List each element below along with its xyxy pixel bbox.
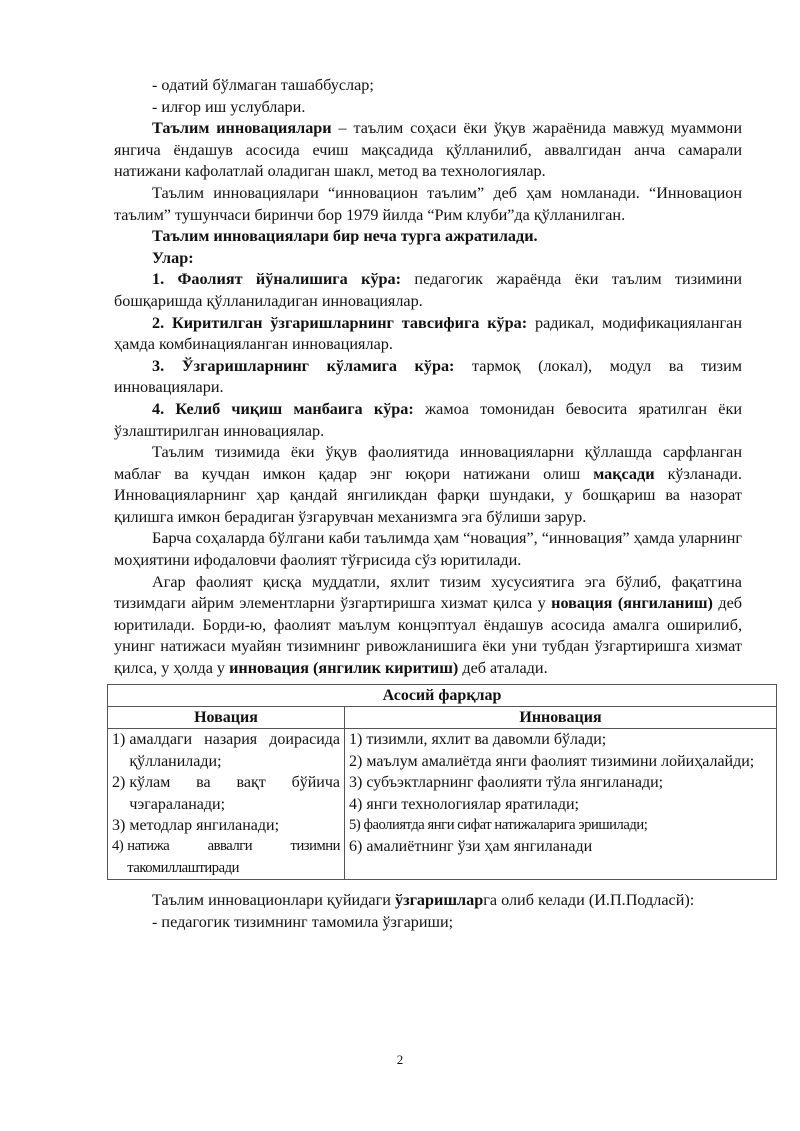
list-item: 5) фаолиятда янги сифат натижаларига эришилади; (349, 817, 648, 834)
list-item: 4) янги технологиялар яратилади; (349, 795, 579, 813)
list-item: 1) амалдаги назария доирасида қўлланилади; (112, 731, 340, 770)
named-paragraph: Таълим инновациялари “инновацион таълим” деб ҳам номланади. “Инновацион таълим” тушунчаси биринчи бор 1979 йилда “Рим клуби”да қўлланилган. (114, 183, 742, 224)
definition-term: Таълим инновациялари (152, 119, 332, 138)
page-content (112, 75, 755, 933)
changes-paragraph: Таълим инновационлари қуйидаги ўзгаришларга олиб келади (И.П.Подласй): (152, 891, 695, 910)
innovation-cell (345, 729, 777, 880)
types-subheading: Улар: (152, 248, 194, 267)
table-header-innovation: Инновация (345, 707, 777, 729)
list-item: 3) субъэктларнинг фаолияти тўла янгиланади; (349, 774, 664, 792)
novation-cell (108, 729, 345, 880)
bullet-line: - илғор иш услублари. (152, 97, 306, 116)
list-item: 3) методлар янгиланади; (112, 817, 280, 835)
talk-paragraph: Барча соҳаларда бўлгани каби таълимда ҳам “новация”, “инновация” ҳамда уларнинг моҳиятини ифодаловчи фаолият тўғрисида сўз юритилади. (114, 529, 742, 570)
type-item: 3. Ўзгаришларнинг кўламига кўра: тармоқ (локал), модул ва тизим инновациялари. (114, 356, 742, 397)
novation-paragraph: Агар фаолият қисқа муддатли, яхлит тизим хусусиятига эга бўлиб, фақатгина тизимдаги айрим элементларни ўзгартиришга хизмат қилса у новация (янгиланиш) деб юритилади. Борди-ю, фаолият маълум концэптуал ёндашув асосида амалга оширилиб, унинг натижаси муайян тизимнинг ривожланишига ёки уни тубдан ўзгартиришга хизмат қилса, у ҳолда у инновация (янгилик киритиш) деб аталади. (114, 572, 742, 678)
list-item: 4) натижа аввалги тизимни такомиллаштиради (112, 838, 340, 876)
bullet-line: - одатий бўлмаган ташаббуслар; (152, 76, 374, 94)
page-number: 2 (396, 1052, 404, 1067)
list-item: 1) тизимли, яхлит ва давомли бўлади; (349, 731, 607, 749)
list-item: 2) маълум амалиётда янги фаолият тизимини лойиҳалайди; (349, 752, 755, 770)
purpose-paragraph: Таълим тизимида ёки ўқув фаолиятида инновацияларни қўллашда сарфланган маблағ ва кучдан имкон қадар энг юқори натижани олиш мақсади кўзланади. Инновацияларнинг ҳар қандай янгиликдан фарқи шундаки, у бошқариш ва назорат қилишга имкон берадиган ўзгарувчан механизмга эга бўлиши зарур. (114, 443, 742, 526)
definition-paragraph (114, 118, 742, 183)
type-item: 4. Келиб чиқиш манбаига кўра: жамоа томонидан бевосита яратилган ёки ўзлаштирилган инновациялар. (114, 399, 742, 440)
table-header-novation: Новация (108, 707, 345, 729)
table-title: Асосий фарқлар (108, 684, 777, 706)
list-item: 6) амалиётнинг ўзи ҳам янгиланади (349, 838, 593, 856)
bullet-line: - педагогик тизимнинг тамомила ўзгариши; (152, 912, 454, 931)
type-item: 2. Киритилган ўзгаришларнинг тавсифига кўра: радикал, модификацияланган ҳамда комбинацияланган инновациялар. (114, 313, 742, 354)
type-item: 1. Фаолият йўналишига кўра: педагогик жараёнда ёки таълим тизимини бошқаришда қўлланиладиган инновациялар. (114, 270, 742, 310)
definition-text: – таълим соҳаси ёки ўқув жараёнида мавжуд муаммони янгича ёндашув асосида ечиш мақсадида қўлланилиб, аввалгидан анча самарали натижани кафолатлай оладиган шакл, метод ва технологиялар. (114, 119, 742, 181)
list-item: 2) кўлам ва вақт бўйича чэгараланади; (112, 774, 340, 813)
types-heading: Таълим инновациялари бир неча турга ажратилади. (152, 227, 538, 246)
differences-table (107, 684, 777, 881)
